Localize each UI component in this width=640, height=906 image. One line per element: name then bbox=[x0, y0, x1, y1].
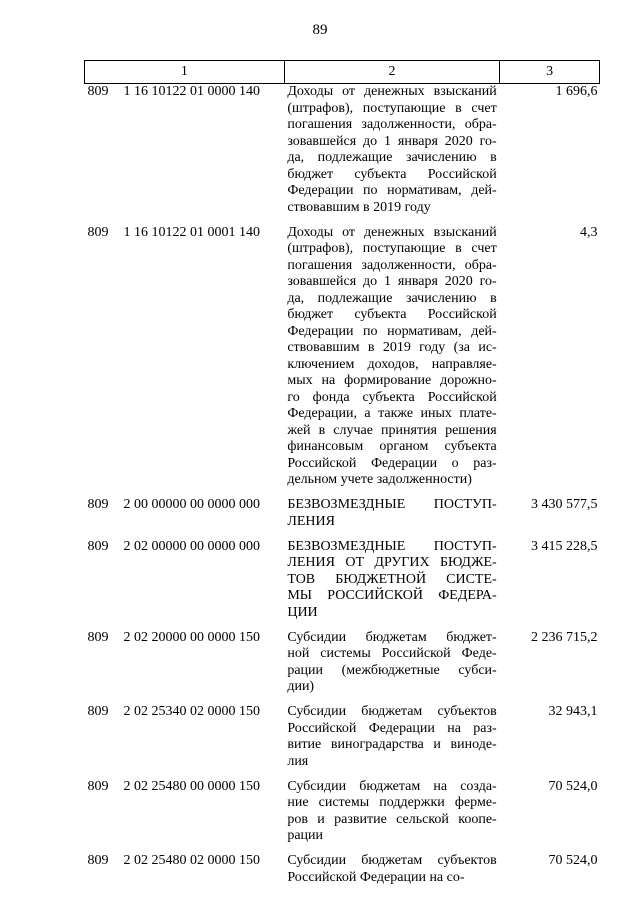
description-line: жей в случае принятия решения bbox=[287, 422, 497, 438]
table-row bbox=[85, 497, 600, 539]
description-line: (штрафов), поступающие в счет bbox=[287, 100, 497, 116]
budget-revenue-table bbox=[84, 60, 600, 895]
description-line: финансовым органом субъекта bbox=[287, 439, 497, 454]
admin-code: 809 bbox=[87, 629, 109, 645]
table-row bbox=[85, 853, 600, 895]
description-line: Доходы от денежных взысканий bbox=[287, 224, 497, 240]
budget-code-cell bbox=[85, 630, 285, 705]
description-line: Субсидии бюджетам бюджет- bbox=[287, 629, 497, 645]
description-line: погашения задолженности, обра- bbox=[287, 117, 497, 132]
description-line: ние системы поддержки ферме- bbox=[287, 795, 497, 810]
table-row bbox=[85, 539, 600, 630]
table-row bbox=[85, 704, 600, 779]
description-line: да, подлежащие зачислению в bbox=[287, 150, 497, 165]
description-line: дельном учете задолженности) bbox=[287, 472, 472, 487]
description-line: Федерации по нормативам, дей- bbox=[287, 323, 497, 339]
classification-code: 2 02 20000 00 0000 150 bbox=[123, 629, 260, 645]
classification-code: 2 00 00000 00 0000 000 bbox=[123, 497, 260, 512]
amount-cell: 2 236 715,2 bbox=[531, 629, 598, 645]
description-line: витие виноградарства и виноде- bbox=[287, 737, 497, 752]
classification-code: 2 02 25480 00 0000 150 bbox=[123, 778, 260, 794]
description-line: зовавшейся до 1 января 2020 го- bbox=[287, 133, 497, 149]
description-line: Федерации, а также иных плате- bbox=[287, 406, 497, 421]
description-line: Субсидии бюджетам субъектов bbox=[287, 853, 497, 868]
description-cell bbox=[284, 497, 499, 539]
admin-code: 809 bbox=[87, 853, 109, 868]
amount-cell: 70 524,0 bbox=[548, 778, 598, 794]
description-cell bbox=[284, 779, 499, 854]
description-line: да, подлежащие зачислению в bbox=[287, 290, 497, 306]
description-line: бюджет субъекта Российской bbox=[287, 166, 497, 182]
table-row bbox=[85, 630, 600, 705]
table-header-row bbox=[85, 61, 600, 84]
description-line: мых на формирование дорожно- bbox=[287, 373, 497, 388]
amount-cell: 3 415 228,5 bbox=[531, 538, 598, 554]
description-line: Российской Федерации на раз- bbox=[287, 720, 497, 736]
description-line: ЦИИ bbox=[287, 604, 318, 620]
budget-code-cell bbox=[85, 779, 285, 854]
description-line: рации bbox=[287, 828, 324, 843]
admin-code: 809 bbox=[87, 538, 109, 554]
description-line: Субсидии бюджетам субъектов bbox=[287, 704, 497, 719]
budget-code-cell bbox=[85, 225, 285, 498]
budget-code-cell bbox=[85, 497, 285, 539]
column-header-description: 2 bbox=[284, 61, 499, 84]
description-line: Российской Федерации на со- bbox=[287, 869, 465, 885]
description-line: ЛЕНИЯ bbox=[287, 513, 335, 529]
admin-code: 809 bbox=[87, 497, 109, 512]
admin-code: 809 bbox=[87, 224, 109, 240]
description-cell bbox=[284, 84, 499, 225]
description-line: ЛЕНИЯ ОТ ДРУГИХ БЮДЖЕ- bbox=[287, 555, 497, 570]
classification-code: 2 02 25340 02 0000 150 bbox=[123, 704, 260, 719]
amount-cell: 70 524,0 bbox=[548, 853, 598, 868]
budget-code-cell bbox=[85, 704, 285, 779]
description-cell bbox=[284, 853, 499, 895]
description-line: БЕЗВОЗМЕЗДНЫЕ ПОСТУП- bbox=[287, 538, 497, 554]
description-line: Субсидии бюджетам на созда- bbox=[287, 778, 497, 794]
admin-code: 809 bbox=[87, 778, 109, 794]
description-line: ной системы Российской Феде- bbox=[287, 646, 497, 661]
description-line: го фонда субъекта Российской bbox=[287, 389, 497, 405]
table-row bbox=[85, 225, 600, 498]
column-header-amount: 3 bbox=[500, 61, 600, 84]
description-cell bbox=[284, 225, 499, 498]
description-line: Федерации по нормативам, дей- bbox=[287, 183, 497, 198]
description-line: дии) bbox=[287, 679, 315, 694]
description-line: БЕЗВОЗМЕЗДНЫЕ ПОСТУП- bbox=[287, 497, 497, 512]
description-line: Российской Федерации о раз- bbox=[287, 455, 497, 471]
description-line: (штрафов), поступающие в счет bbox=[287, 241, 497, 256]
description-line: Доходы от денежных взысканий bbox=[287, 84, 497, 99]
classification-code: 1 16 10122 01 0000 140 bbox=[123, 84, 260, 99]
description-line: погашения задолженности, обра- bbox=[287, 257, 497, 273]
description-line: бюджет субъекта Российской bbox=[287, 307, 497, 322]
classification-code: 1 16 10122 01 0001 140 bbox=[123, 224, 260, 240]
amount-cell: 4,3 bbox=[580, 224, 598, 240]
classification-code: 2 02 25480 02 0000 150 bbox=[123, 853, 260, 868]
description-line: ствовавшим в 2019 году bbox=[287, 199, 431, 215]
table-row bbox=[85, 84, 600, 225]
description-line: зовавшейся до 1 января 2020 го- bbox=[287, 274, 497, 289]
description-line: ствовавшим в 2019 году (за ис- bbox=[287, 340, 497, 355]
description-line: ров и развитие сельской коопе- bbox=[287, 811, 497, 827]
description-line: ключением доходов, направляе- bbox=[287, 356, 497, 372]
description-line: МЫ РОССИЙСКОЙ ФЕДЕРА- bbox=[287, 588, 497, 603]
classification-code: 2 02 00000 00 0000 000 bbox=[123, 538, 260, 554]
admin-code: 809 bbox=[87, 704, 109, 719]
amount-cell: 32 943,1 bbox=[548, 704, 598, 719]
description-cell bbox=[284, 539, 499, 630]
description-line: лия bbox=[287, 753, 309, 769]
amount-cell: 3 430 577,5 bbox=[531, 497, 598, 512]
admin-code: 809 bbox=[87, 84, 109, 99]
amount-cell: 1 696,6 bbox=[555, 84, 598, 99]
table-row bbox=[85, 779, 600, 854]
budget-code-cell bbox=[85, 539, 285, 630]
column-header-code: 1 bbox=[85, 61, 285, 84]
page-number: 89 bbox=[312, 22, 328, 38]
description-cell bbox=[284, 630, 499, 705]
budget-code-cell bbox=[85, 853, 285, 895]
description-line: ТОВ БЮДЖЕТНОЙ СИСТЕ- bbox=[287, 571, 497, 587]
budget-code-cell bbox=[85, 84, 285, 225]
description-line: рации (межбюджетные субси- bbox=[287, 662, 497, 678]
description-cell bbox=[284, 704, 499, 779]
